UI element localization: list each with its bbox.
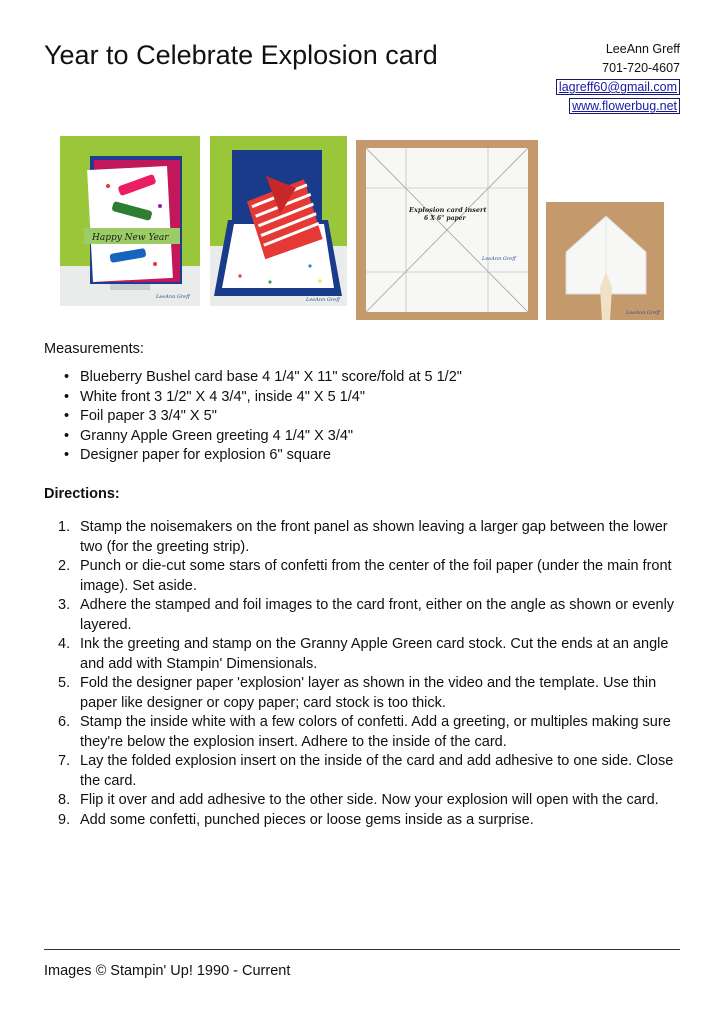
list-item: • Foil paper 3 3/4" X 5" [80,407,462,427]
footer-copyright: Images © Stampin' Up! 1990 - Current [44,963,291,979]
watermark-3: LeeAnn Greff [482,256,516,262]
list-item: 7. Lay the folded explosion insert on the inside of the card and add adhesive to one side. Close the card. [58,753,674,789]
insert-label-line2: 6 X 6" paper [424,215,466,222]
measurements-list [44,368,462,466]
directions-heading: Directions: [44,486,120,502]
footer-divider [44,949,680,950]
directions-list [44,518,720,830]
list-item: • Granny Apple Green greeting 4 1/4" X 3/4" [80,427,462,447]
list-item: • Blueberry Bushel card base 4 1/4" X 11" score/fold at 5 1/2" [80,368,462,388]
email-link[interactable]: lagreff60@gmail.com [556,79,680,95]
insert-label-line1: Explosion card insert [409,206,487,214]
list-item: 3. Adhere the stamped and foil images to the card front, either on the angle as shown or evenly layered. [58,597,675,633]
explosion-insert-photo [356,140,538,320]
page-title: Year to Celebrate Explosion card [44,40,438,70]
list-item: 1. Stamp the noisemakers on the front panel as shown leaving a larger gap between the lower two (for the greeting strip). [58,519,668,555]
card-front-photo [60,136,200,306]
folded-insert-photo [546,202,664,320]
photo-strip [60,136,680,321]
list-item: 2. Punch or die-cut some stars of confetti from the center of the foil paper (under the main front image). Set aside. [58,558,672,594]
author-name: LeeAnn Greff [605,42,680,56]
card-inside-photo [210,136,347,306]
contact-block [556,40,680,116]
watermark-4: LeeAnn Greff [626,310,660,316]
greeting-text: Happy New Year [92,233,169,243]
measurements-heading: Measurements: [44,341,144,357]
list-item: • Designer paper for explosion 6" square [80,446,462,466]
list-item: 9. Add some confetti, punched pieces or loose gems inside as a surprise. [58,811,534,828]
list-item: • White front 3 1/2" X 4 3/4", inside 4" X 5 1/4" [80,388,462,408]
watermark-1: LeeAnn Greff [156,294,190,300]
list-item: 5. Fold the designer paper 'explosion' layer as shown in the video and the template. Use thin paper like designer or copy paper; card stock is too thick. [58,675,657,711]
website-link[interactable]: www.flowerbug.net [569,98,680,114]
list-item: 6. Stamp the inside white with a few colors of confetti. Add a greeting, or multiples making sure they're below the explosion insert. Adhere to the inside of the card. [58,714,671,750]
list-item: 4. Ink the greeting and stamp on the Granny Apple Green card stock. Cut the ends at an angle and add with Stampin' Dimensionals. [58,636,669,672]
watermark-2: LeeAnn Greff [306,297,340,303]
phone-number: 701-720-4607 [602,61,680,75]
list-item: 8. Flip it over and add adhesive to the other side. Now your explosion will open with the card. [58,792,659,808]
